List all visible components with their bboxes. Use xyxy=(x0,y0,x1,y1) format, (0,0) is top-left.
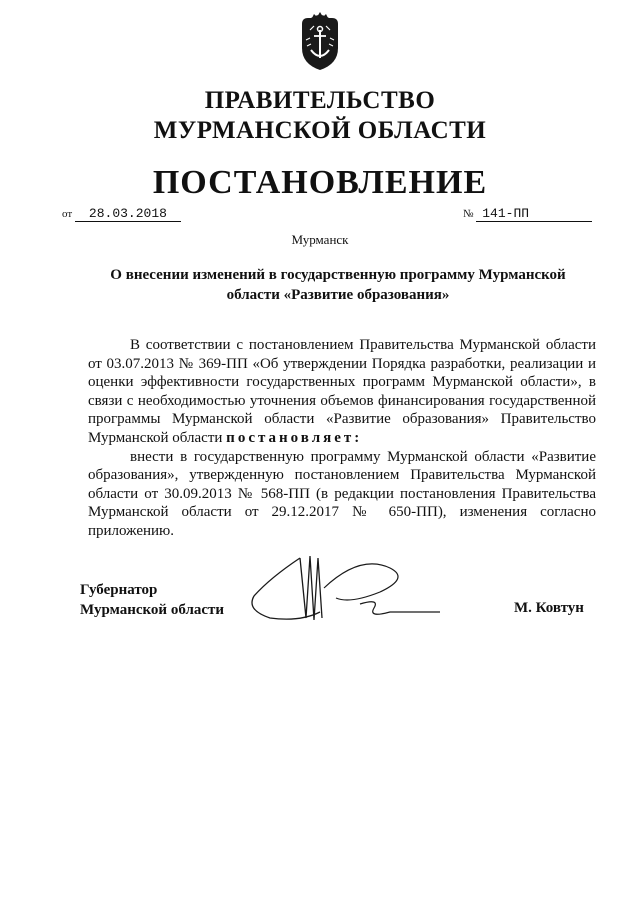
city-name: Мурманск xyxy=(291,232,349,247)
subject-line2: области «Развитие образования» xyxy=(226,287,450,303)
body-paragraph-1-text: В соответствии с постановлением Правительства Мурманской области от 03.07.2013 № 369-ПП «Об утверждении Порядка разработки, реализации и оценки эффективности государственных программ Мурманской области», в связи с необходимостью уточнения объемов финансирования государственной программы Мурманской области «Развитие образования» Правительство Мурманской области xyxy=(88,337,596,446)
coat-of-arms-icon xyxy=(296,10,344,72)
document-body xyxy=(88,336,596,541)
date-prefix: от xyxy=(62,208,73,220)
document-number: 141-ПП xyxy=(476,206,592,222)
government-title xyxy=(0,86,640,146)
signer-title-line2: Мурманской области xyxy=(80,602,225,618)
document-date: 28.03.2018 xyxy=(75,206,181,222)
signer-title-line1: Губернатор xyxy=(80,582,158,598)
signer-title xyxy=(80,580,224,620)
body-paragraph-1 xyxy=(88,336,596,448)
subject-line1: О внесении изменений в государственную программу Мурманской xyxy=(110,267,566,283)
resolves-keyword: постановляет: xyxy=(226,429,363,446)
government-title-line1: ПРАВИТЕЛЬСТВО xyxy=(204,87,436,114)
document-subject xyxy=(90,265,586,305)
handwritten-signature xyxy=(240,548,450,628)
date-field xyxy=(62,206,181,222)
body-paragraph-2: внести в государственную программу Мурманской области «Развитие образования», утвержденную постановлением Правительства Мурманской области от 30.09.2013 № 568-ПП (в редакции постановления Правительства Мурманской области от 29.12.2017 № 650-ПП), изменения согласно приложению. xyxy=(88,448,596,539)
number-prefix: № xyxy=(463,208,474,220)
government-title-line2: МУРМАНСКОЙ ОБЛАСТИ xyxy=(153,117,487,144)
number-field xyxy=(463,206,592,222)
signer-name: М. Ковтун xyxy=(514,600,584,616)
document-type: ПОСТАНОВЛЕНИЕ xyxy=(152,164,488,201)
